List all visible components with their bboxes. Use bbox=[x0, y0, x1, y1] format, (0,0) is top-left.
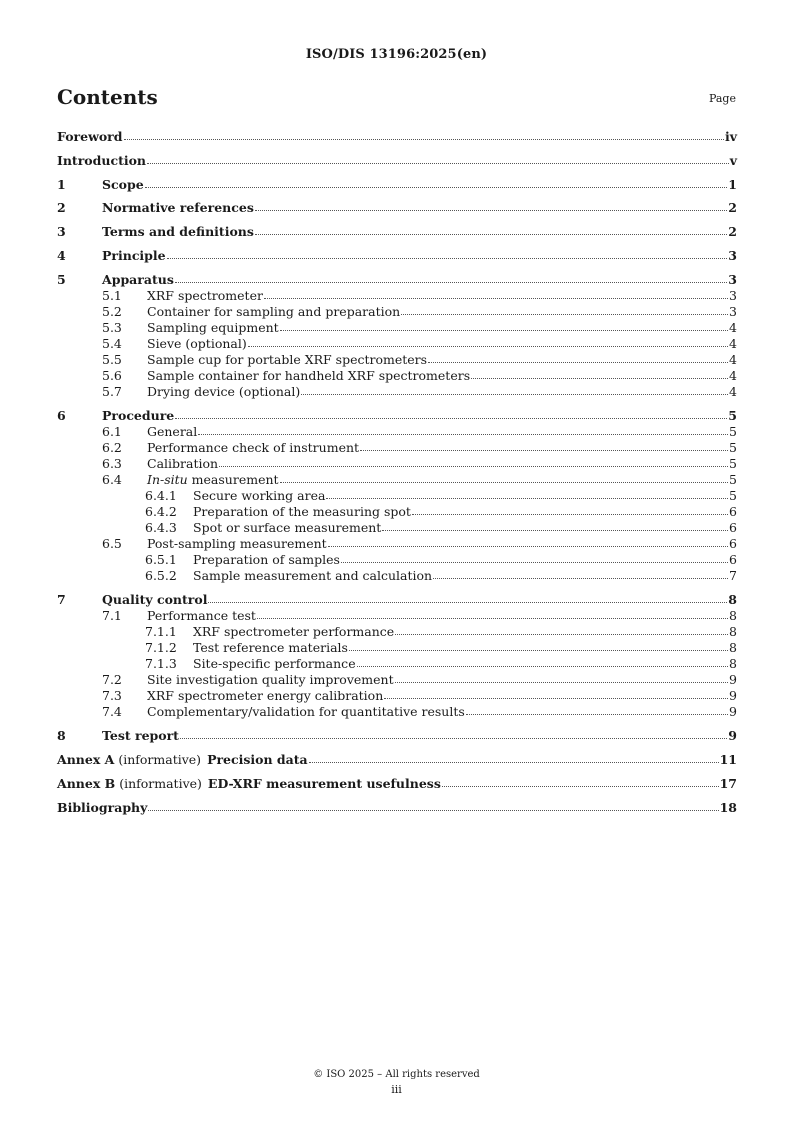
dot-leader bbox=[255, 209, 727, 211]
toc-entry-page: 4 bbox=[729, 368, 737, 383]
toc-entry-page: 4 bbox=[729, 352, 737, 367]
toc-entry-title: Sieve (optional) bbox=[147, 336, 247, 351]
toc-entry-number: 6.5.2 bbox=[145, 568, 177, 583]
toc-entry-page: 1 bbox=[728, 177, 737, 192]
dot-leader bbox=[442, 785, 719, 787]
toc-entry-title: Test report bbox=[102, 728, 179, 743]
dot-leader bbox=[466, 713, 728, 715]
dot-leader bbox=[433, 577, 728, 579]
toc-entry-title: Principle bbox=[102, 248, 166, 263]
toc-entry-level-2[interactable] bbox=[57, 704, 737, 720]
toc-entry-level-2[interactable] bbox=[57, 672, 737, 688]
toc-entry-page: 5 bbox=[729, 488, 737, 503]
dot-leader bbox=[309, 761, 719, 763]
toc-entry-level-2[interactable] bbox=[57, 352, 737, 368]
toc-entry-title: Spot or surface measurement bbox=[193, 520, 382, 535]
dot-leader bbox=[255, 233, 727, 235]
annex-informative: (informative) bbox=[119, 776, 202, 791]
dot-leader bbox=[384, 697, 728, 699]
toc-entry-title: Procedure bbox=[102, 408, 175, 423]
toc-entry-page: 9 bbox=[729, 688, 737, 703]
toc-entry-level-2[interactable] bbox=[57, 456, 737, 472]
toc-entry-title: XRF spectrometer energy calibration bbox=[147, 688, 384, 703]
dot-leader bbox=[167, 257, 728, 259]
toc-entry-level-1[interactable] bbox=[57, 800, 737, 816]
toc-entry-title: Test reference materials bbox=[193, 640, 348, 655]
toc-entry-page: 4 bbox=[729, 336, 737, 351]
toc-entry-number: 7.1.2 bbox=[145, 640, 177, 655]
toc-entry-page: 11 bbox=[719, 752, 737, 767]
toc-entry-title: Preparation of samples bbox=[193, 552, 340, 567]
toc-entry-page: 5 bbox=[728, 408, 737, 423]
toc-entry-page: 5 bbox=[729, 440, 737, 455]
dot-leader bbox=[301, 393, 728, 395]
toc-entry-title: Sampling equipment bbox=[147, 320, 279, 335]
toc-entry-page: 5 bbox=[729, 424, 737, 439]
toc-entry-page: 9 bbox=[728, 728, 737, 743]
toc-entry-page: 6 bbox=[729, 520, 737, 535]
toc-entry-level-2[interactable] bbox=[57, 440, 737, 456]
toc-entry-number: 6.4 bbox=[102, 472, 122, 487]
toc-entry-title: Introduction bbox=[57, 153, 147, 168]
dot-leader bbox=[401, 313, 728, 315]
toc-entry-number: 5.5 bbox=[102, 352, 122, 367]
annex-label: Annex A bbox=[57, 752, 115, 767]
toc-entry-level-2[interactable] bbox=[57, 688, 737, 704]
toc-entry-number: 7.1.1 bbox=[145, 624, 177, 639]
toc-entry-level-3[interactable] bbox=[57, 504, 737, 520]
dot-leader bbox=[412, 513, 728, 515]
toc-entry-level-2[interactable] bbox=[57, 472, 737, 488]
toc-entry-number: 5.1 bbox=[102, 288, 122, 303]
toc-entry-level-1[interactable] bbox=[57, 224, 737, 240]
toc-entry-level-1[interactable] bbox=[57, 592, 737, 608]
dot-leader bbox=[471, 377, 728, 379]
toc-annex-entry[interactable] bbox=[57, 752, 737, 768]
toc-entry-title: Precision data bbox=[207, 752, 308, 767]
toc-entry-level-3[interactable] bbox=[57, 552, 737, 568]
dot-leader bbox=[257, 617, 728, 619]
toc-entry-title: Container for sampling and preparation bbox=[147, 304, 401, 319]
toc-entry-page: 3 bbox=[729, 304, 737, 319]
dot-leader bbox=[349, 649, 728, 651]
toc-annex-entry[interactable] bbox=[57, 776, 737, 792]
dot-leader bbox=[280, 481, 729, 483]
toc-entry-number: 7.1 bbox=[102, 608, 122, 623]
toc-entry-number: 6.4.2 bbox=[145, 504, 177, 519]
toc-entry-page: 6 bbox=[729, 504, 737, 519]
toc-entry-title: Drying device (optional) bbox=[147, 384, 301, 399]
toc-entry-page: 5 bbox=[729, 472, 737, 487]
toc-entry-title: Post-sampling measurement bbox=[147, 536, 327, 551]
toc-entry-title: XRF spectrometer performance bbox=[193, 624, 395, 639]
dot-leader bbox=[280, 329, 728, 331]
dot-leader bbox=[328, 545, 728, 547]
toc-entry-level-3[interactable] bbox=[57, 568, 737, 584]
toc-entry-page: 6 bbox=[729, 536, 737, 551]
dot-leader bbox=[341, 561, 728, 563]
toc-entry-number: 6.2 bbox=[102, 440, 122, 455]
toc-entry-title: Bibliography bbox=[57, 800, 148, 815]
toc-entry-level-2[interactable] bbox=[57, 608, 737, 624]
toc-entry-title: Foreword bbox=[57, 129, 123, 144]
dot-leader bbox=[124, 138, 724, 140]
dot-leader bbox=[175, 417, 727, 419]
toc-entry-number: 6.5 bbox=[102, 536, 122, 551]
toc-entry-level-3[interactable] bbox=[57, 488, 737, 504]
toc-entry-level-2[interactable] bbox=[57, 536, 737, 552]
toc-entry-page: 18 bbox=[719, 800, 737, 815]
toc-entry-title: Apparatus bbox=[102, 272, 174, 287]
toc-entry-level-1[interactable] bbox=[57, 129, 737, 145]
toc-entry-page: 8 bbox=[729, 640, 737, 655]
toc-entry-level-2[interactable] bbox=[57, 304, 737, 320]
toc-entry-page: 17 bbox=[719, 776, 737, 791]
toc-entry-page: 9 bbox=[729, 704, 737, 719]
toc-entry-page: 9 bbox=[729, 672, 737, 687]
dot-leader bbox=[395, 633, 728, 635]
copyright-notice: © ISO 2025 – All rights reserved bbox=[313, 1069, 480, 1080]
toc-entry-title: Site investigation quality improvement bbox=[147, 672, 394, 687]
toc-entry-level-3[interactable] bbox=[57, 520, 737, 536]
toc-entry-number: 7.4 bbox=[102, 704, 122, 719]
toc-entry-page: 8 bbox=[729, 656, 737, 671]
dot-leader bbox=[147, 162, 729, 164]
dot-leader bbox=[248, 345, 728, 347]
toc-entry-number: 5.3 bbox=[102, 320, 122, 335]
toc-entry-number: 8 bbox=[57, 728, 66, 743]
toc-entry-page: 7 bbox=[729, 568, 737, 583]
dot-leader bbox=[360, 449, 728, 451]
dot-leader bbox=[208, 601, 727, 603]
toc-entry-page: 3 bbox=[729, 288, 737, 303]
annex-label: Annex B bbox=[57, 776, 116, 791]
dot-leader bbox=[382, 529, 728, 531]
toc-entry-page: 3 bbox=[728, 272, 737, 287]
toc-entry-page: 6 bbox=[729, 552, 737, 567]
toc-entry-page: 5 bbox=[729, 456, 737, 471]
toc-entry-level-1[interactable] bbox=[57, 272, 737, 288]
toc-entry-number: 6.5.1 bbox=[145, 552, 177, 567]
page-number: iii bbox=[391, 1083, 402, 1096]
dot-leader bbox=[326, 497, 728, 499]
toc-entry-title: Calibration bbox=[147, 456, 219, 471]
toc-entry-level-1[interactable] bbox=[57, 728, 737, 744]
toc-entry-title: XRF spectrometer bbox=[147, 288, 263, 303]
toc-entry-title: Complementary/validation for quantitative results bbox=[147, 704, 465, 719]
page-column-label: Page bbox=[708, 92, 736, 105]
toc-entry-level-1[interactable] bbox=[57, 200, 737, 216]
toc-entry-title: Quality control bbox=[102, 592, 208, 607]
contents-heading: Contents bbox=[57, 85, 158, 109]
toc-entry-title: Preparation of the measuring spot bbox=[193, 504, 411, 519]
toc-entry-title: Normative references bbox=[102, 200, 254, 215]
toc-entry-title: ED-XRF measurement usefulness bbox=[207, 776, 441, 791]
dot-leader bbox=[145, 186, 728, 188]
annex-informative: (informative) bbox=[118, 752, 202, 767]
toc-entry-number: 6.4.3 bbox=[145, 520, 177, 535]
toc-entry-title: Terms and definitions bbox=[102, 224, 254, 239]
dot-leader bbox=[219, 465, 728, 467]
toc-entry-page: 8 bbox=[728, 592, 737, 607]
dot-leader bbox=[264, 297, 728, 299]
toc-entry-level-2[interactable] bbox=[57, 368, 737, 384]
toc-entry-level-1[interactable] bbox=[57, 248, 737, 264]
toc-entry-page: 8 bbox=[729, 624, 737, 639]
dot-leader bbox=[148, 809, 718, 811]
dot-leader bbox=[175, 281, 727, 283]
toc-entry-page: iv bbox=[724, 129, 737, 144]
toc-entry-page: 3 bbox=[728, 248, 737, 263]
toc-entry-title: Performance test bbox=[147, 608, 256, 623]
toc-entry-number: 3 bbox=[57, 224, 66, 239]
toc-entry-level-2[interactable] bbox=[57, 288, 737, 304]
toc-entry-title: Site-specific performance bbox=[193, 656, 356, 671]
toc-entry-title: General bbox=[147, 424, 198, 439]
toc-entry-level-3[interactable] bbox=[57, 624, 737, 640]
toc-entry-number: 5.6 bbox=[102, 368, 122, 383]
toc-entry-page: 4 bbox=[729, 320, 737, 335]
toc-entry-number: 4 bbox=[57, 248, 66, 263]
toc-entry-page: 8 bbox=[729, 608, 737, 623]
toc-entry-number: 2 bbox=[57, 200, 66, 215]
toc-entry-title: Secure working area bbox=[193, 488, 326, 503]
toc-entry-page: 4 bbox=[729, 384, 737, 399]
toc-entry-page: 2 bbox=[728, 224, 737, 239]
toc-entry-number: 7 bbox=[57, 592, 66, 607]
toc-entry-level-2[interactable] bbox=[57, 336, 737, 352]
toc-entry-title: Performance check of instrument bbox=[147, 440, 360, 455]
toc-entry-title: Sample measurement and calculation bbox=[193, 568, 433, 583]
document-header: ISO/DIS 13196:2025(en) bbox=[305, 47, 488, 62]
toc-entry-number: 7.1.3 bbox=[145, 656, 177, 671]
toc-entry-page: 2 bbox=[728, 200, 737, 215]
toc-entry-number: 5.7 bbox=[102, 384, 122, 399]
toc-entry-number: 7.3 bbox=[102, 688, 122, 703]
page-footer bbox=[0, 1067, 793, 1097]
toc-entry-number: 7.2 bbox=[102, 672, 122, 687]
toc-entry-level-2[interactable] bbox=[57, 384, 737, 400]
dot-leader bbox=[198, 433, 728, 435]
toc-entry-level-1[interactable] bbox=[57, 177, 737, 193]
toc-entry-level-2[interactable] bbox=[57, 424, 737, 440]
dot-leader bbox=[395, 681, 728, 683]
toc-entry-level-2[interactable] bbox=[57, 320, 737, 336]
toc-entry-title: Sample container for handheld XRF spectrometers bbox=[147, 368, 471, 383]
toc-entry-title: In-situ measurement bbox=[147, 472, 279, 487]
dot-leader bbox=[180, 737, 727, 739]
toc-entry-level-3[interactable] bbox=[57, 640, 737, 656]
dot-leader bbox=[357, 665, 728, 667]
toc-entry-number: 5 bbox=[57, 272, 66, 287]
dot-leader bbox=[428, 361, 728, 363]
toc-entry-level-1[interactable] bbox=[57, 408, 737, 424]
toc-entry-number: 1 bbox=[57, 177, 66, 192]
toc-entry-level-1[interactable] bbox=[57, 153, 737, 169]
toc-entry-number: 6.4.1 bbox=[145, 488, 177, 503]
toc-entry-number: 6.3 bbox=[102, 456, 122, 471]
toc-entry-number: 6 bbox=[57, 408, 66, 423]
toc-entry-title: Sample cup for portable XRF spectrometers bbox=[147, 352, 428, 367]
toc-entry-number: 5.2 bbox=[102, 304, 122, 319]
toc-entry-title: Scope bbox=[102, 177, 144, 192]
toc-entry-page: v bbox=[729, 153, 737, 168]
toc-entry-level-3[interactable] bbox=[57, 656, 737, 672]
toc-entry-number: 6.1 bbox=[102, 424, 122, 439]
toc-entry-number: 5.4 bbox=[102, 336, 122, 351]
